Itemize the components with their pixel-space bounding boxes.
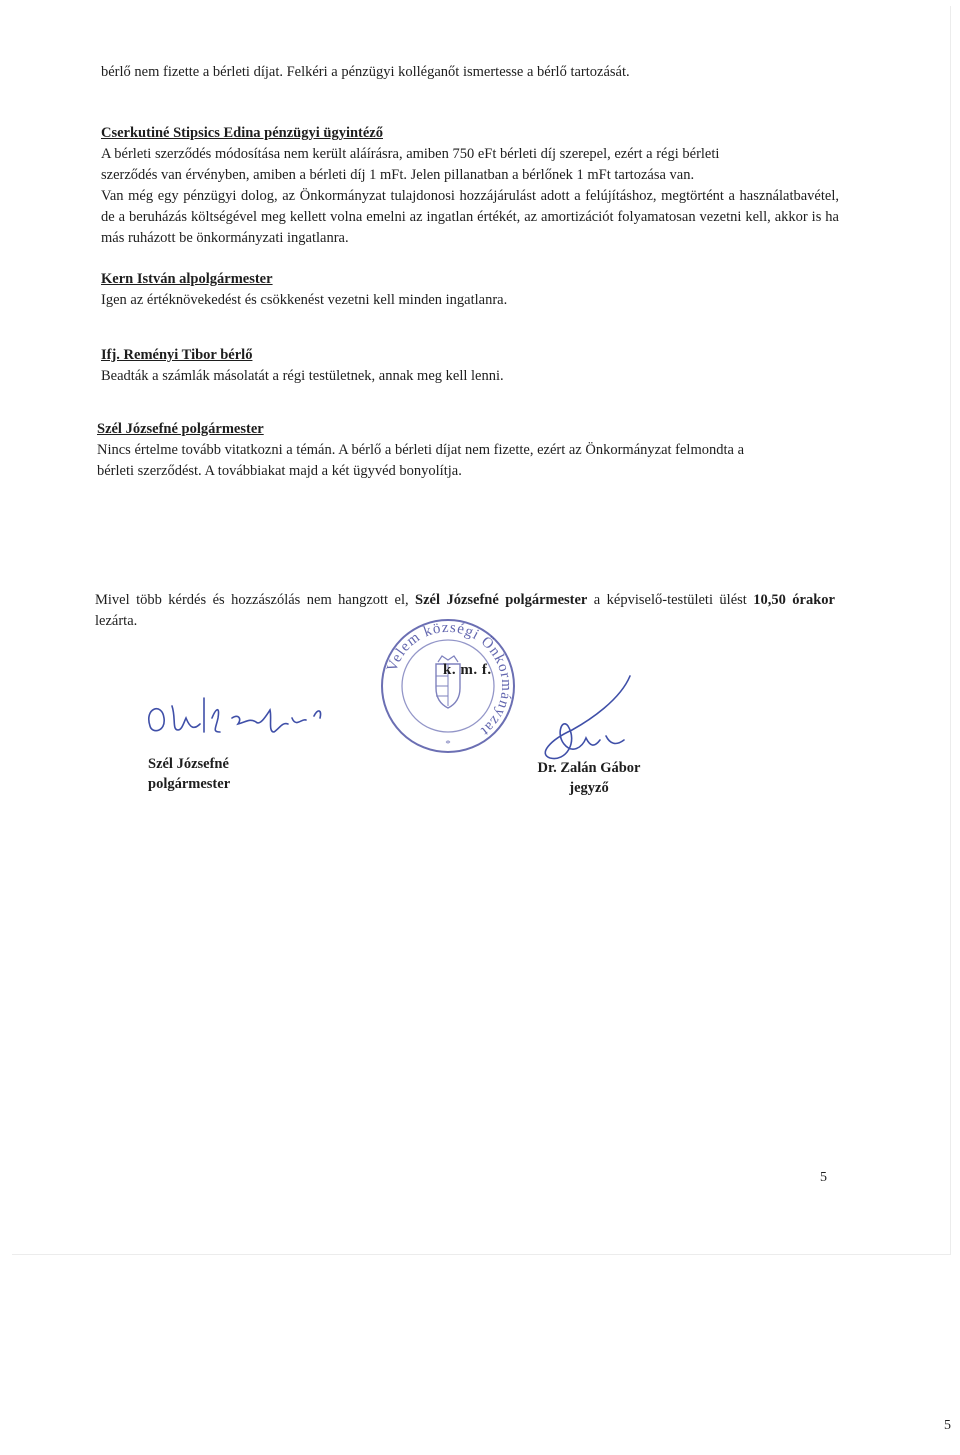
section-kern [101,268,507,311]
text-line: szerződés van érvényben, amiben a bérleti díj 1 mFt. Jelen pillanatban a bérlőnek 1 mFt tartozása van. [101,167,695,183]
text-line: Beadták a számlák másolatát a régi testületnek, annak meg kell lenni. [101,368,504,384]
signatory-right [529,758,649,798]
speaker-name: Cserkutiné Stipsics Edina pénzügyi ügyintéző [101,125,383,141]
speaker-name: Ifj. Reményi Tibor bérlő [101,347,253,363]
signatory-name: Szél Józsefné [148,756,229,772]
closing-name: Szél Józsefné polgármester [415,592,588,608]
closing-time: 10,50 órakor [753,592,835,608]
signature-zalan [520,670,650,770]
signatory-title: polgármester [148,776,231,792]
text-line: A bérleti szerződés módosítása nem került aláírásra, amiben 750 eFt bérleti díj szerepel, ezért a régi bérleti [101,146,720,162]
text-line: bérleti szerződést. A továbbiakat majd a két ügyvéd bonyolítja. [97,463,462,479]
speaker-name: Kern István alpolgármester [101,271,273,287]
text-line: Igen az értéknövekedést és csökkenést vezetni kell minden ingatlanra. [101,292,508,308]
closing-mid: a képviselő-testületi ülést [587,592,754,608]
section-szel [97,418,744,482]
signatory-title: jegyző [569,780,609,796]
section-cserkutine [101,122,839,249]
signature-szel [142,688,342,748]
text-line: Nincs értelme tovább vitatkozni a témán. A bérlő a bérleti díjat nem fizette, ezért az Önkormányzat felmondta a [97,442,745,458]
closing-post: lezárta. [95,613,138,629]
signatory-left [148,754,230,794]
page-number-outer: 5 [944,1418,951,1433]
kmf-text: k. m. f. [443,662,492,678]
signatory-name: Dr. Zalán Gábor [537,760,641,776]
section-remenyi [101,344,504,387]
stamp-star-icon: * [445,738,451,750]
paragraph: Van még egy pénzügyi dolog, az Önkormányzat tulajdonosi hozzájárulást adott a felújításhoz, megtörtént a használatbavétel, de a beruházás költségével meg kellett volna emelni az ingatlan értékét, az amortizációt folyamatosan vezetni kell, akkor is ha más ruházott be önkormányzati ingatlanra. [101,188,839,246]
page-number-inner: 5 [820,1170,827,1185]
official-stamp [378,616,518,756]
speaker-name: Szél Józsefné polgármester [97,421,264,437]
closing-pre: Mivel több kérdés és hozzászólás nem hangzott el, [95,592,416,608]
stamp-ring-text: Velem községi Önkormányzat [384,619,515,740]
top-line: bérlő nem fizette a bérleti díjat. Felkéri a pénzügyi kolléganőt ismertesse a bérlő tartozását. [101,64,630,80]
